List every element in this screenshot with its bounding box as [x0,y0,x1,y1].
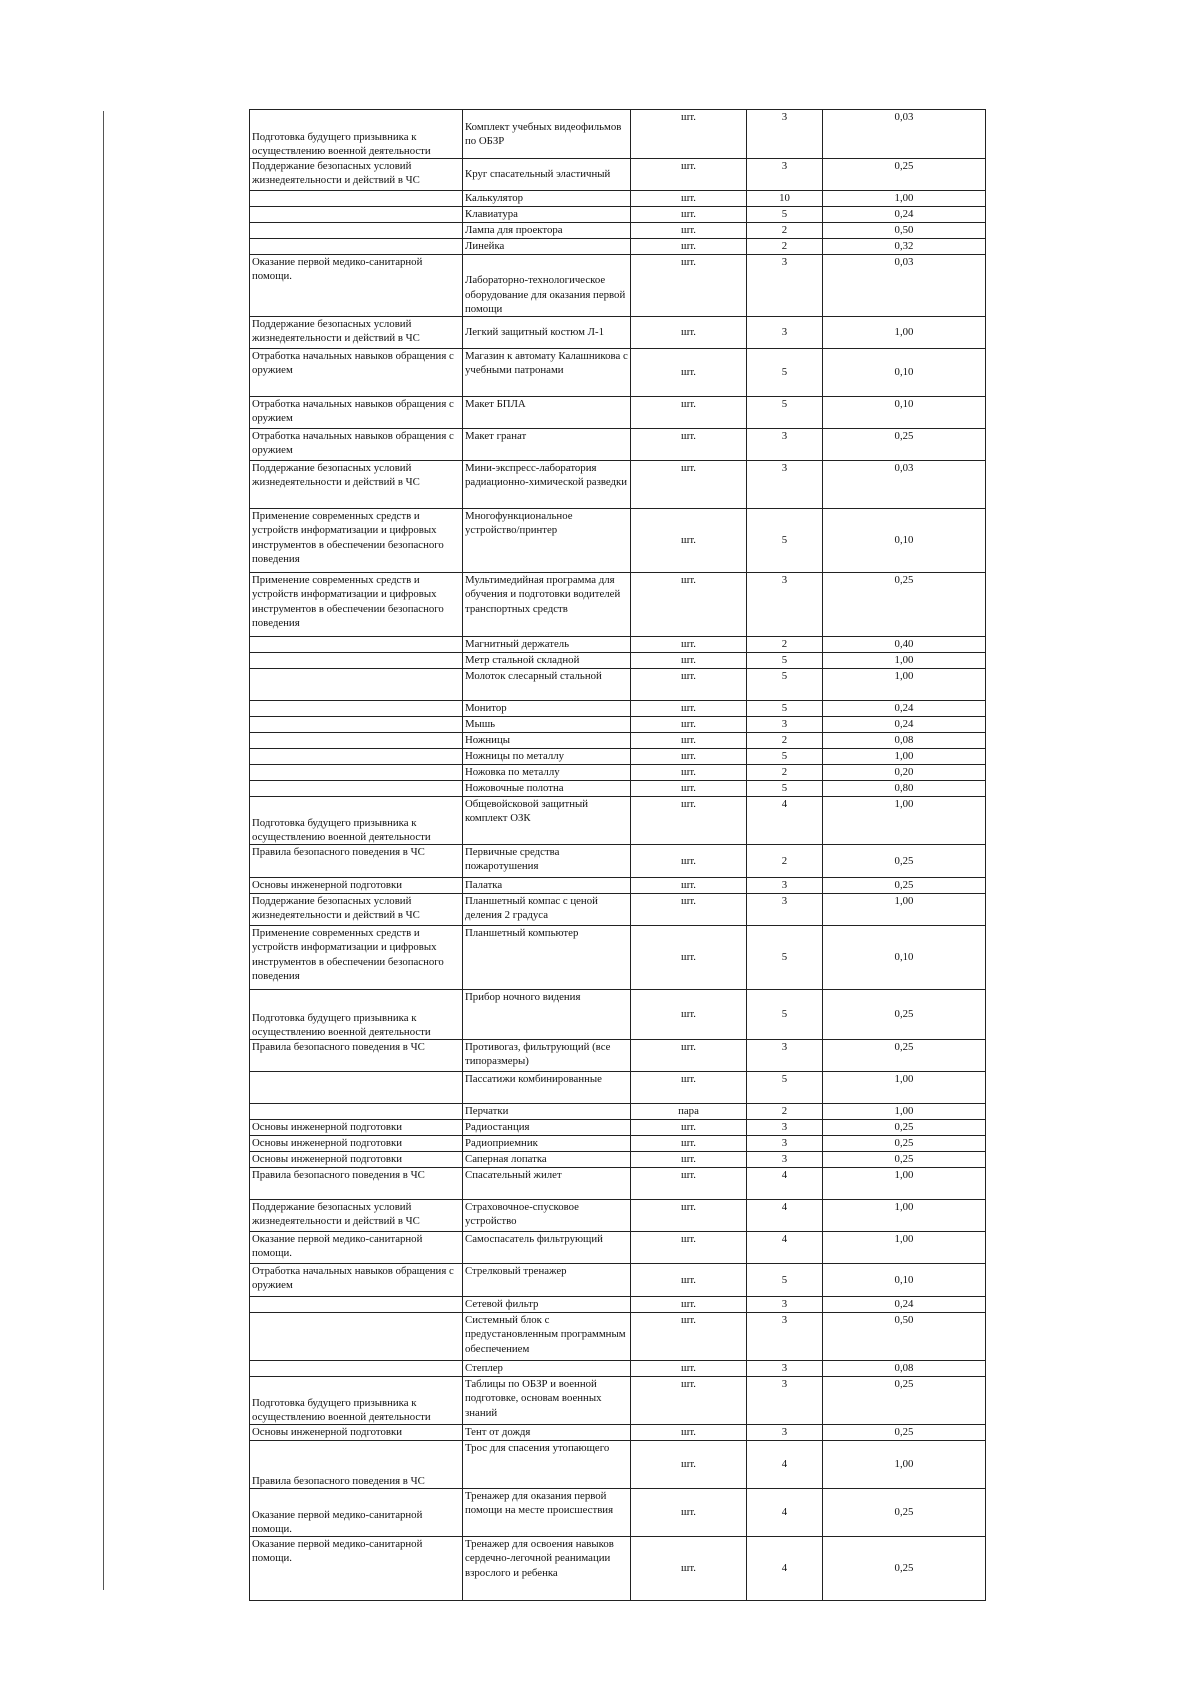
table-cell-unit: шт. [631,191,747,207]
table-cell-area [250,653,463,669]
table-cell-quantity: 3 [747,317,823,349]
table-cell-coefficient: 0,32 [823,239,986,255]
table-row [250,765,986,781]
table-cell-quantity: 3 [747,1313,823,1361]
table-row [250,573,986,637]
table-cell-item: Ножовочные полотна [463,781,631,797]
table-cell-area: Подготовка будущего призывника к осуществлению военной деятельности [250,110,463,159]
table-cell-unit: шт. [631,717,747,733]
table-cell-unit: шт. [631,1361,747,1377]
table-cell-item: Планшетный компас с ценой деления 2 градуса [463,894,631,926]
table-cell-unit: шт. [631,926,747,990]
table-cell-item: Противогаз, фильтрующий (все типоразмеры) [463,1040,631,1072]
table-cell-unit: шт. [631,749,747,765]
table-row [250,653,986,669]
table-cell-area [250,239,463,255]
table-cell-item: Макет БПЛА [463,397,631,429]
table-cell-quantity: 3 [747,1120,823,1136]
table-cell-item: Прибор ночного видения [463,990,631,1040]
table-row [250,1120,986,1136]
table-row [250,1297,986,1313]
table-cell-item: Тренажер для освоения навыков сердечно-легочной реанимации взрослого и ребенка [463,1537,631,1601]
table-cell-coefficient: 1,00 [823,1104,986,1120]
table-cell-area: Отработка начальных навыков обращения с оружием [250,349,463,397]
table-row [250,1313,986,1361]
table-cell-quantity: 5 [747,509,823,573]
table-row [250,878,986,894]
table-cell-quantity: 5 [747,207,823,223]
table-cell-area: Поддержание безопасных условий жизнедеятельности и действий в ЧС [250,317,463,349]
table-row [250,1072,986,1104]
table-row [250,1152,986,1168]
table-cell-unit: шт. [631,1441,747,1489]
table-cell-unit: шт. [631,1264,747,1297]
table-cell-coefficient: 0,25 [823,429,986,461]
table-cell-area: Применение современных средств и устройств информатизации и цифровых инструментов в обеспечении безопасного поведения [250,573,463,637]
table-cell-coefficient: 0,10 [823,397,986,429]
table-cell-area: Отработка начальных навыков обращения с оружием [250,397,463,429]
table-cell-area [250,1313,463,1361]
table-cell-coefficient: 0,25 [823,1152,986,1168]
table-cell-unit: пара [631,1104,747,1120]
table-cell-quantity: 5 [747,1264,823,1297]
table-cell-quantity: 5 [747,349,823,397]
table-cell-item: Таблицы по ОБЗР и военной подготовке, основам военных знаний [463,1377,631,1425]
table-cell-item: Общевойсковой защитный комплект ОЗК [463,797,631,845]
table-cell-item: Трос для спасения утопающего [463,1441,631,1489]
table-cell-coefficient: 0,08 [823,733,986,749]
table-cell-item: Пассатижи комбинированные [463,1072,631,1104]
table-cell-item: Мышь [463,717,631,733]
table-cell-unit: шт. [631,255,747,317]
table-cell-coefficient: 0,80 [823,781,986,797]
table-cell-coefficient: 1,00 [823,669,986,701]
table-row [250,990,986,1040]
table-cell-unit: шт. [631,669,747,701]
table-cell-quantity: 2 [747,239,823,255]
table-row [250,1104,986,1120]
table-cell-unit: шт. [631,1537,747,1601]
table-cell-quantity: 4 [747,1489,823,1537]
table-row [250,894,986,926]
table-cell-quantity: 3 [747,1136,823,1152]
table-cell-unit: шт. [631,1377,747,1425]
table-cell-item: Магнитный держатель [463,637,631,653]
table-cell-quantity: 5 [747,1072,823,1104]
table-cell-quantity: 5 [747,669,823,701]
table-cell-unit: шт. [631,1152,747,1168]
table-cell-item: Страховочное-спусковое устройство [463,1200,631,1232]
table-cell-quantity: 4 [747,1232,823,1264]
table-cell-unit: шт. [631,878,747,894]
table-cell-coefficient: 0,25 [823,845,986,878]
table-cell-quantity: 3 [747,159,823,191]
table-cell-unit: шт. [631,207,747,223]
table-cell-item: Магазин к автомату Калашникова с учебными патронами [463,349,631,397]
table-row [250,317,986,349]
table-cell-quantity: 3 [747,1040,823,1072]
table-cell-coefficient: 0,20 [823,765,986,781]
table-cell-item: Лабораторно-технологическое оборудование для оказания первой помощи [463,255,631,317]
table-cell-coefficient: 1,00 [823,894,986,926]
table-row [250,733,986,749]
table-cell-unit: шт. [631,781,747,797]
table-cell-item: Лампа для проектора [463,223,631,239]
table-cell-unit: шт. [631,397,747,429]
table-cell-unit: шт. [631,461,747,509]
table-row [250,1425,986,1441]
table-cell-quantity: 3 [747,878,823,894]
table-cell-item: Калькулятор [463,191,631,207]
table-cell-coefficient: 1,00 [823,1072,986,1104]
table-cell-item: Спасательный жилет [463,1168,631,1200]
table-cell-item: Сетевой фильтр [463,1297,631,1313]
table-cell-coefficient: 1,00 [823,653,986,669]
table-cell-item: Легкий защитный костюм Л-1 [463,317,631,349]
table-cell-quantity: 5 [747,926,823,990]
table-cell-coefficient: 0,10 [823,926,986,990]
table-cell-quantity: 3 [747,461,823,509]
table-cell-area: Оказание первой медико-санитарной помощи. [250,1489,463,1537]
table-cell-quantity: 5 [747,701,823,717]
table-cell-quantity: 2 [747,1104,823,1120]
table-cell-unit: шт. [631,845,747,878]
table-row [250,255,986,317]
table-cell-coefficient: 1,00 [823,797,986,845]
table-row [250,637,986,653]
table-cell-area [250,207,463,223]
table-cell-unit: шт. [631,894,747,926]
table-row [250,926,986,990]
table-cell-quantity: 3 [747,429,823,461]
table-cell-area: Оказание первой медико-санитарной помощи. [250,1537,463,1601]
table-cell-unit: шт. [631,159,747,191]
table-cell-unit: шт. [631,653,747,669]
table-cell-quantity: 3 [747,573,823,637]
table-row [250,717,986,733]
table-row [250,239,986,255]
table-cell-area: Правила безопасного поведения в ЧС [250,1040,463,1072]
table-cell-area [250,1361,463,1377]
table-cell-quantity: 2 [747,845,823,878]
table-row [250,429,986,461]
table-cell-unit: шт. [631,429,747,461]
table-cell-item: Самоспасатель фильтрующий [463,1232,631,1264]
table-row [250,159,986,191]
table-cell-unit: шт. [631,637,747,653]
table-cell-coefficient: 0,25 [823,1120,986,1136]
table-cell-quantity: 2 [747,765,823,781]
table-row [250,191,986,207]
table-cell-item: Палатка [463,878,631,894]
table-cell-item: Тент от дождя [463,1425,631,1441]
table-row [250,1489,986,1537]
table-cell-area: Отработка начальных навыков обращения с оружием [250,429,463,461]
table-cell-coefficient: 0,25 [823,159,986,191]
table-cell-coefficient: 0,10 [823,349,986,397]
table-cell-area: Правила безопасного поведения в ЧС [250,1441,463,1489]
table-cell-quantity: 3 [747,1377,823,1425]
table-cell-item: Ножовка по металлу [463,765,631,781]
table-cell-unit: шт. [631,223,747,239]
table-cell-coefficient: 1,00 [823,1200,986,1232]
page-margin-line [103,111,104,1590]
table-cell-item: Линейка [463,239,631,255]
table-cell-coefficient: 0,50 [823,1313,986,1361]
table-cell-unit: шт. [631,1489,747,1537]
table-cell-item: Макет гранат [463,429,631,461]
table-cell-item: Комплект учебных видеофильмов по ОБЗР [463,110,631,159]
table-cell-area [250,1104,463,1120]
table-cell-coefficient: 0,10 [823,509,986,573]
table-cell-coefficient: 0,25 [823,1425,986,1441]
table-cell-area: Основы инженерной подготовки [250,1152,463,1168]
table-cell-area: Основы инженерной подготовки [250,878,463,894]
equipment-table-body [250,110,986,1601]
table-cell-item: Метр стальной складной [463,653,631,669]
table-cell-quantity: 4 [747,1537,823,1601]
table-cell-quantity: 3 [747,717,823,733]
table-cell-item: Саперная лопатка [463,1152,631,1168]
table-cell-unit: шт. [631,1040,747,1072]
table-cell-area: Подготовка будущего призывника к осуществлению военной деятельности [250,990,463,1040]
table-row [250,223,986,239]
table-cell-coefficient: 0,24 [823,1297,986,1313]
table-cell-area [250,637,463,653]
table-cell-area: Поддержание безопасных условий жизнедеятельности и действий в ЧС [250,1200,463,1232]
table-cell-unit: шт. [631,1136,747,1152]
table-cell-quantity: 3 [747,1361,823,1377]
table-cell-item: Мини-экспресс-лаборатория радиационно-химической разведки [463,461,631,509]
table-cell-coefficient: 0,10 [823,1264,986,1297]
table-cell-coefficient: 1,00 [823,1232,986,1264]
table-cell-quantity: 5 [747,653,823,669]
equipment-table [249,109,986,1601]
table-cell-unit: шт. [631,349,747,397]
table-cell-coefficient: 1,00 [823,1441,986,1489]
table-cell-unit: шт. [631,509,747,573]
table-cell-quantity: 2 [747,637,823,653]
table-cell-unit: шт. [631,701,747,717]
table-cell-coefficient: 0,40 [823,637,986,653]
table-cell-coefficient: 0,50 [823,223,986,239]
table-row [250,1136,986,1152]
table-cell-item: Ножницы по металлу [463,749,631,765]
table-cell-item: Мультимедийная программа для обучения и подготовки водителей транспортных средств [463,573,631,637]
table-cell-quantity: 3 [747,1297,823,1313]
table-cell-item: Планшетный компьютер [463,926,631,990]
table-cell-quantity: 2 [747,733,823,749]
table-row [250,1200,986,1232]
table-cell-quantity: 2 [747,223,823,239]
table-cell-area: Правила безопасного поведения в ЧС [250,1168,463,1200]
table-cell-item: Монитор [463,701,631,717]
table-cell-quantity: 5 [747,749,823,765]
table-cell-quantity: 4 [747,797,823,845]
table-cell-area [250,701,463,717]
table-cell-item: Многофункциональное устройство/принтер [463,509,631,573]
table-cell-area: Подготовка будущего призывника к осуществлению военной деятельности [250,1377,463,1425]
table-cell-coefficient: 0,24 [823,701,986,717]
table-row [250,1441,986,1489]
table-cell-coefficient: 0,03 [823,255,986,317]
table-cell-coefficient: 1,00 [823,191,986,207]
table-cell-item: Ножницы [463,733,631,749]
table-cell-quantity: 3 [747,1425,823,1441]
table-cell-area [250,749,463,765]
table-cell-area [250,717,463,733]
table-cell-coefficient: 0,25 [823,1537,986,1601]
table-cell-item: Стрелковый тренажер [463,1264,631,1297]
table-cell-quantity: 4 [747,1200,823,1232]
table-cell-area [250,1297,463,1313]
table-cell-area: Оказание первой медико-санитарной помощи. [250,1232,463,1264]
table-row [250,110,986,159]
table-cell-unit: шт. [631,797,747,845]
table-cell-area: Применение современных средств и устройств информатизации и цифровых инструментов в обеспечении безопасного поведения [250,509,463,573]
table-cell-item: Круг спасательный эластичный [463,159,631,191]
table-row [250,461,986,509]
table-cell-unit: шт. [631,733,747,749]
table-cell-item: Первичные средства пожаротушения [463,845,631,878]
table-cell-coefficient: 0,25 [823,990,986,1040]
table-row [250,1232,986,1264]
table-cell-item: Молоток слесарный стальной [463,669,631,701]
table-row [250,1361,986,1377]
table-row [250,349,986,397]
table-row [250,797,986,845]
table-row [250,207,986,223]
table-cell-quantity: 4 [747,1168,823,1200]
table-cell-item: Системный блок с предустановленным программным обеспечением [463,1313,631,1361]
table-cell-item: Радиостанция [463,1120,631,1136]
table-cell-unit: шт. [631,1072,747,1104]
table-row [250,669,986,701]
table-cell-unit: шт. [631,573,747,637]
table-cell-area: Поддержание безопасных условий жизнедеятельности и действий в ЧС [250,894,463,926]
table-cell-item: Перчатки [463,1104,631,1120]
table-cell-item: Тренажер для оказания первой помощи на месте происшествия [463,1489,631,1537]
table-cell-coefficient: 1,00 [823,749,986,765]
table-cell-unit: шт. [631,239,747,255]
table-cell-coefficient: 0,25 [823,1040,986,1072]
table-cell-unit: шт. [631,1200,747,1232]
table-cell-quantity: 5 [747,781,823,797]
table-cell-coefficient: 1,00 [823,317,986,349]
table-cell-area [250,781,463,797]
table-row [250,701,986,717]
table-row [250,845,986,878]
table-cell-area: Основы инженерной подготовки [250,1120,463,1136]
table-cell-quantity: 5 [747,397,823,429]
table-cell-quantity: 3 [747,1152,823,1168]
table-cell-area: Поддержание безопасных условий жизнедеятельности и действий в ЧС [250,461,463,509]
table-cell-area [250,223,463,239]
table-cell-area [250,1072,463,1104]
table-cell-quantity: 5 [747,990,823,1040]
table-cell-item: Степлер [463,1361,631,1377]
table-row [250,1168,986,1200]
table-row [250,1377,986,1425]
table-row [250,1537,986,1601]
table-cell-unit: шт. [631,317,747,349]
table-cell-area: Подготовка будущего призывника к осуществлению военной деятельности [250,797,463,845]
table-row [250,1040,986,1072]
table-cell-unit: шт. [631,1313,747,1361]
table-cell-area [250,733,463,749]
table-cell-area: Основы инженерной подготовки [250,1425,463,1441]
table-cell-coefficient: 0,03 [823,461,986,509]
table-cell-coefficient: 0,25 [823,878,986,894]
table-cell-area: Применение современных средств и устройств информатизации и цифровых инструментов в обеспечении безопасного поведения [250,926,463,990]
table-cell-area: Оказание первой медико-санитарной помощи. [250,255,463,317]
table-cell-coefficient: 0,24 [823,207,986,223]
table-cell-area: Правила безопасного поведения в ЧС [250,845,463,878]
table-row [250,781,986,797]
table-cell-unit: шт. [631,1232,747,1264]
table-row [250,1264,986,1297]
table-cell-unit: шт. [631,990,747,1040]
table-cell-area [250,191,463,207]
table-cell-quantity: 10 [747,191,823,207]
table-cell-coefficient: 0,25 [823,1489,986,1537]
table-row [250,749,986,765]
table-cell-item: Клавиатура [463,207,631,223]
table-cell-coefficient: 0,08 [823,1361,986,1377]
table-cell-area [250,669,463,701]
table-cell-unit: шт. [631,1425,747,1441]
table-cell-unit: шт. [631,110,747,159]
table-cell-quantity: 4 [747,1441,823,1489]
table-cell-unit: шт. [631,1120,747,1136]
table-cell-area: Отработка начальных навыков обращения с оружием [250,1264,463,1297]
table-cell-area: Основы инженерной подготовки [250,1136,463,1152]
table-cell-unit: шт. [631,765,747,781]
table-cell-coefficient: 0,03 [823,110,986,159]
table-cell-area: Поддержание безопасных условий жизнедеятельности и действий в ЧС [250,159,463,191]
table-cell-coefficient: 1,00 [823,1168,986,1200]
table-cell-quantity: 3 [747,255,823,317]
table-cell-coefficient: 0,25 [823,1136,986,1152]
table-cell-unit: шт. [631,1297,747,1313]
table-cell-coefficient: 0,25 [823,1377,986,1425]
table-cell-unit: шт. [631,1168,747,1200]
table-cell-coefficient: 0,25 [823,573,986,637]
table-cell-quantity: 3 [747,110,823,159]
table-cell-coefficient: 0,24 [823,717,986,733]
table-cell-item: Радиоприемник [463,1136,631,1152]
table-row [250,397,986,429]
table-row [250,509,986,573]
table-cell-quantity: 3 [747,894,823,926]
table-cell-area [250,765,463,781]
